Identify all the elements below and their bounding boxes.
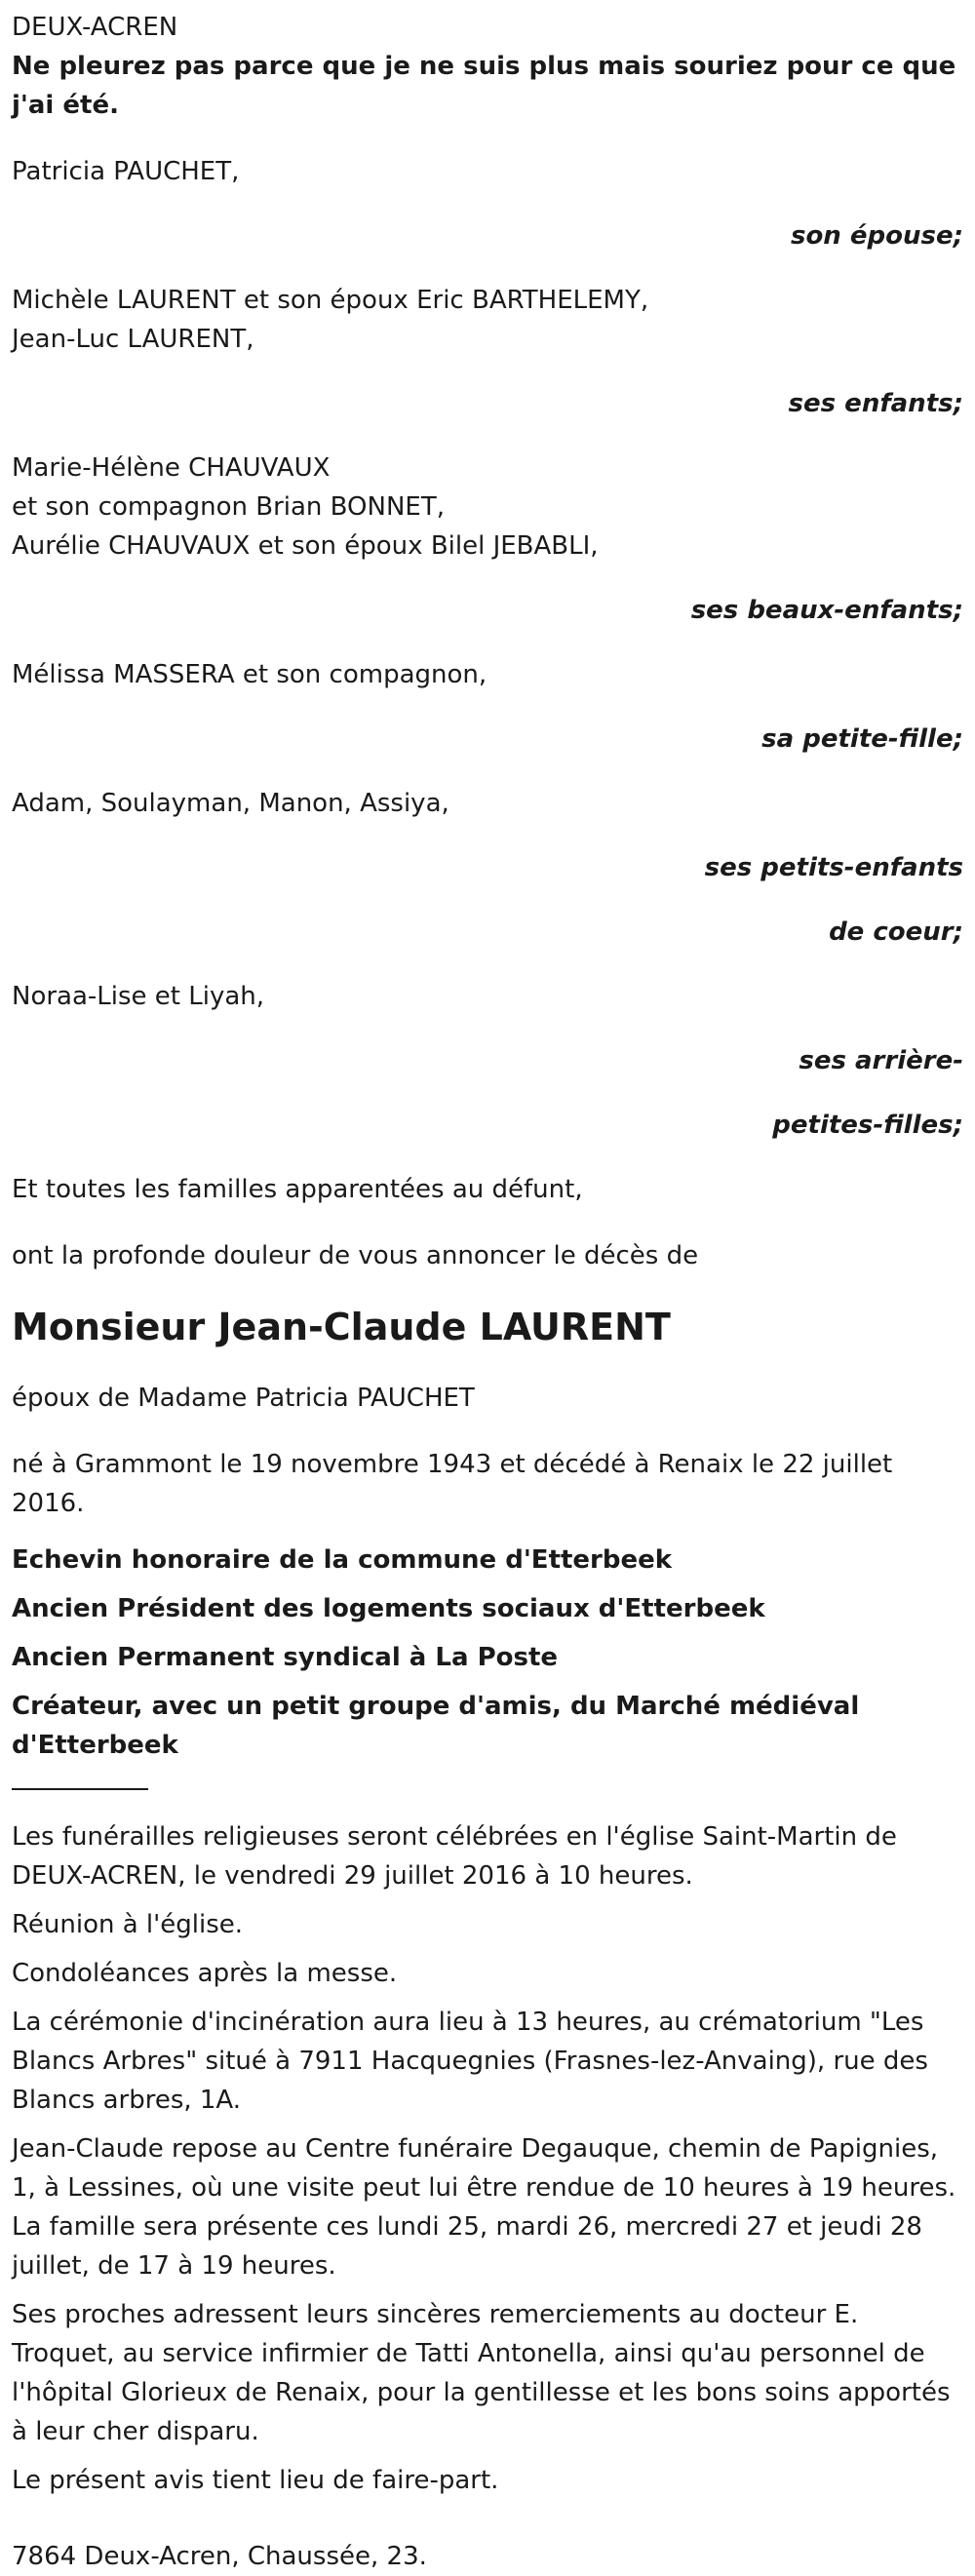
granddaughter-role: sa petite-fille; [761, 724, 963, 754]
spouse-role: son épouse; [790, 221, 963, 251]
funeral-notice: Le présent avis tient lieu de faire-part. [12, 2466, 499, 2495]
stepchild-3: Aurélie CHAUVAUX et son époux Bilel JEBABLI, [12, 531, 599, 561]
child-2: Jean-Luc LAURENT, [12, 325, 254, 354]
announcement-intro: ont la profonde douleur de vous annoncer le décès de [12, 1241, 699, 1270]
home-address: 7864 Deux-Acren, Chaussée, 23. [12, 2542, 427, 2571]
funeral-condolences: Condoléances après la messe. [12, 1959, 398, 1988]
funeral-cremation: La cérémonie d'incinération aura lieu à 13 heures, au crématorium "Les Blancs Arbres" situé à 7911 Hacquegnies (Frasnes-lez-Anvaing), rue des Blancs arbres, 1A. [12, 2008, 928, 2115]
great-grandchildren-role-2: petites-filles; [772, 1111, 963, 1140]
spouse-name: Patricia PAUCHET, [12, 157, 240, 186]
heart-grandchildren-role-2: de coeur; [829, 917, 963, 947]
location-heading: DEUX-ACREN [12, 13, 178, 42]
children-role: ses enfants; [788, 389, 963, 418]
great-grandchildren-role-1: ses arrière- [799, 1046, 963, 1075]
child-1: Michèle LAURENT et son époux Eric BARTHELEMY, [12, 286, 649, 315]
stepchild-1: Marie-Hélène CHAUVAUX [12, 453, 331, 483]
deceased-name: Monsieur Jean-Claude LAURENT [12, 1306, 671, 1348]
all-families: Et toutes les familles apparentées au défunt, [12, 1175, 583, 1204]
title-4: Créateur, avec un petit groupe d'amis, du Marché médiéval d'Etterbeek [12, 1692, 860, 1760]
heart-grandchildren: Adam, Soulayman, Manon, Assiya, [12, 789, 449, 818]
stepchild-2: et son compagnon Brian BONNET, [12, 492, 445, 522]
stepchildren-role: ses beaux-enfants; [690, 596, 963, 625]
funeral-thanks: Ses proches adressent leurs sincères remerciements au docteur E. Troquet, au service infirmier de Tatti Antonella, ainsi qu'au personnel de l'hôpital Glorieux de Renaix, pour la gentillesse et les bons soins apportés à leur cher disparu. [12, 2300, 951, 2446]
birth-death: né à Grammont le 19 novembre 1943 et décédé à Renaix le 22 juillet 2016. [12, 1450, 893, 1518]
granddaughter: Mélissa MASSERA et son compagnon, [12, 660, 488, 689]
funeral-meeting: Réunion à l'église. [12, 1910, 244, 1939]
spouse-of: époux de Madame Patricia PAUCHET [12, 1384, 475, 1413]
funeral-ceremony: Les funérailles religieuses seront célébrées en l'église Saint-Martin de DEUX-ACREN, le vendredi 29 juillet 2016 à 10 heures. [12, 1822, 897, 1891]
title-3: Ancien Permanent syndical à La Poste [12, 1643, 559, 1672]
great-grandchildren: Noraa-Lise et Liyah, [12, 982, 265, 1011]
title-2: Ancien Président des logements sociaux d'Etterbeek [12, 1594, 765, 1623]
heart-grandchildren-role-1: ses petits-enfants [704, 853, 963, 882]
funeral-viewing: Jean-Claude repose au Centre funéraire Degauque, chemin de Papignies, 1, à Lessines, où une visite peut lui être rendue de 10 heures à 19 heures. La famille sera présente ces lundi 25, mardi 26, mercredi 27 et jeudi 28 juillet, de 17 à 19 heures. [12, 2134, 956, 2281]
quote: Ne pleurez pas parce que je ne suis plus mais souriez pour ce que j'ai été. [12, 52, 956, 120]
title-1: Echevin honoraire de la commune d'Etterbeek [12, 1545, 673, 1575]
separator-rule [12, 1788, 148, 1790]
